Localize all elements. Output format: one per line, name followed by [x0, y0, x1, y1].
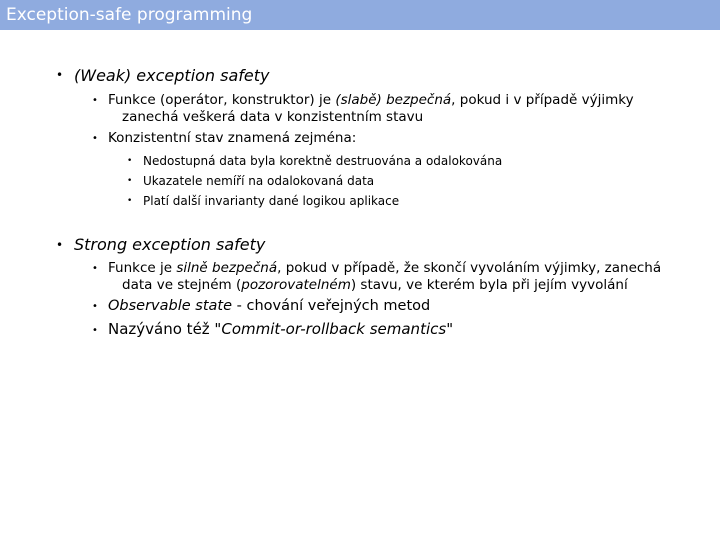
bullet-icon: •: [92, 95, 98, 106]
weak-item-1-line-1: Funkce (operátor, konstruktor) je (slabě) bezpečná, pokud i v případě výjimky: [108, 92, 634, 108]
weak-item-1-line-2: zanechá veškerá data v konzistentním stavu: [122, 109, 424, 125]
bullet-icon: •: [92, 263, 98, 274]
bullet-icon: •: [92, 301, 98, 312]
strong-item-1-line-2: data ve stejném (pozorovatelném) stavu, ve kterém byla při jejím vyvolání: [122, 277, 628, 293]
bullet-icon: •: [92, 133, 98, 144]
bullet-icon: •: [56, 238, 64, 252]
bullet-icon: •: [127, 196, 133, 206]
weak-subitem-3: Platí další invarianty dané logikou aplikace: [143, 194, 400, 208]
title-bar: [0, 0, 720, 30]
bullet-icon: •: [127, 156, 133, 166]
strong-item-1-line-1: Funkce je silně bezpečná, pokud v případě, že skončí vyvoláním výjimky, zanechá: [108, 260, 662, 276]
weak-heading: (Weak) exception safety: [74, 66, 270, 85]
strong-item-2: Observable state - chování veřejných metod: [108, 298, 431, 314]
bullet-icon: •: [92, 325, 98, 336]
strong-heading: Strong exception safety: [74, 235, 266, 254]
bullet-icon: •: [56, 68, 64, 82]
strong-item-3: Nazýváno též "Commit-or-rollback semantics": [108, 320, 454, 338]
bullet-icon: •: [127, 176, 133, 186]
weak-subitem-2: Ukazatele nemíří na odalokovaná data: [143, 174, 375, 188]
slide-title: Exception-safe programming: [6, 5, 253, 25]
weak-subitem-1: Nedostupná data byla korektně destruována a odalokována: [143, 154, 503, 168]
weak-item-2: Konzistentní stav znamená zejména:: [108, 130, 357, 146]
